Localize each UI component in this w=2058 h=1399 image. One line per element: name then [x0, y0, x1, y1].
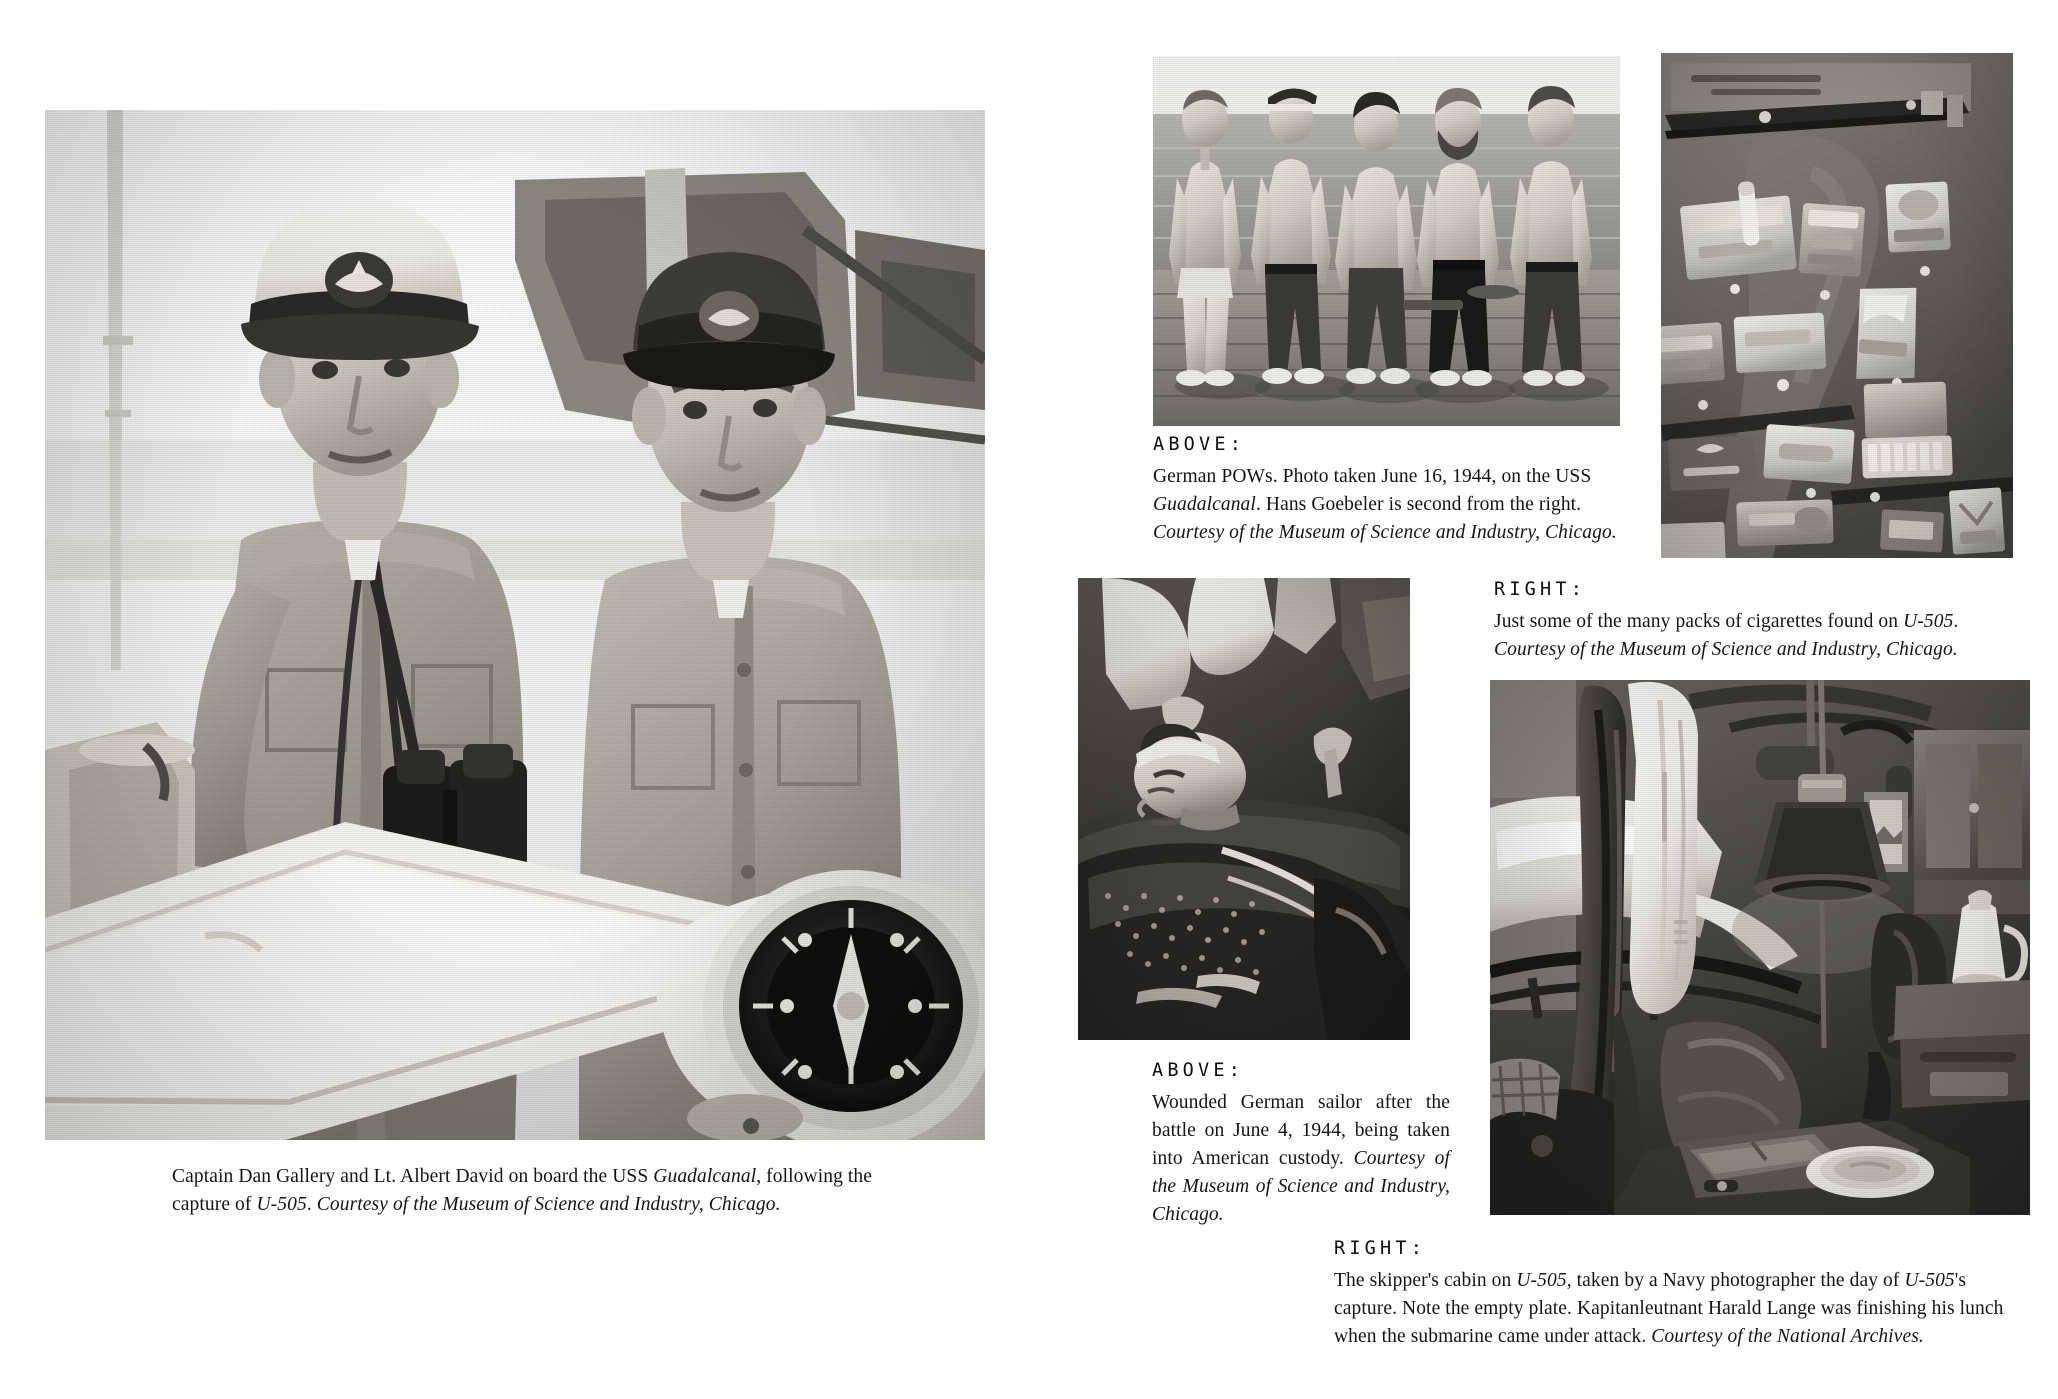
- pows-photo-art: [1153, 56, 1620, 426]
- caption-wounded-sailor: [1152, 1058, 1450, 1229]
- caption-source-wounded: Courtesy of the Museum of Science and Industry, Chicago.: [1152, 1148, 1450, 1225]
- caption-text-pows-1: German POWs. Photo taken June 16, 1944, on the USS: [1153, 466, 1592, 488]
- photo-wounded-german-sailor: [1078, 578, 1410, 1040]
- caption-source-cigarettes: Courtesy of the Museum of Science and Industry, Chicago.: [1494, 639, 1958, 661]
- caption-source-officers: Courtesy of the Museum of Science and Industry, Chicago.: [316, 1193, 781, 1215]
- caption-text-cabin-3: 's capture. Note the empty plate. Kapitanleutnant Harald Lange was finishing his lunch when the submarine came under attack.: [1334, 1270, 2004, 1348]
- caption-lead-above-wounded: ABOVE:: [1152, 1060, 1245, 1081]
- photo-captain-gallery-and-lt-david: [45, 110, 985, 1140]
- caption-text-cabin-2: , taken by a Navy photographer the day of: [1566, 1270, 1905, 1292]
- wounded-sailor-photo-art: [1078, 578, 1410, 1040]
- caption-text-wounded-1: Wounded German sailor after the battle on June 4, 1944, being taken into American custody.: [1152, 1092, 1450, 1170]
- caption-body-wounded: [1152, 1089, 1450, 1228]
- caption-text-officers-1: Captain Dan Gallery and Lt. Albert David on board the USS: [172, 1166, 654, 1187]
- caption-italic-u505: U-505: [256, 1193, 307, 1215]
- caption-captain-gallery: [172, 1163, 894, 1219]
- caption-lead-right-cabin: RIGHT:: [1334, 1238, 1427, 1259]
- caption-skipper-cabin: [1334, 1236, 2034, 1351]
- caption-source-pows: Courtesy of the Museum of Science and Industry, Chicago.: [1153, 522, 1617, 544]
- caption-cigarette-packs: [1494, 577, 2034, 664]
- caption-text-cigarettes-1: Just some of the many packs of cigarettes found on: [1494, 611, 1904, 633]
- cigarettes-photo-art: [1661, 53, 2013, 558]
- officers-photo-art: [45, 110, 985, 1140]
- caption-italic-u505-cabin-2: U-505: [1904, 1270, 1955, 1292]
- caption-german-pows: [1153, 432, 1623, 547]
- caption-source-cabin: Courtesy of the National Archives.: [1651, 1326, 1924, 1348]
- caption-italic-u505-cabin-1: U-505: [1516, 1270, 1567, 1292]
- caption-text-cabin-1: The skipper's cabin on: [1334, 1270, 1517, 1292]
- caption-italic-guadalcanal: Guadalcanal: [653, 1166, 757, 1187]
- caption-text-pows-2: . Hans Goebeler is second from the right.: [1255, 494, 1582, 516]
- caption-lead-above-pows: ABOVE:: [1153, 434, 1246, 455]
- caption-text-officers-2: , following the capture of: [172, 1166, 873, 1215]
- cabin-photo-art: [1490, 680, 2030, 1215]
- caption-text-officers-3: .: [306, 1193, 317, 1215]
- photo-skipper-cabin: [1490, 680, 2030, 1215]
- caption-lead-right-cigarettes: RIGHT:: [1494, 579, 1587, 600]
- caption-italic-guadalcanal-pows: Guadalcanal: [1153, 494, 1256, 516]
- photo-german-pows: [1153, 56, 1620, 426]
- caption-text-cigarettes-2: .: [1953, 611, 1959, 633]
- caption-italic-u505-cigarettes: U-505: [1903, 611, 1954, 633]
- photo-cigarette-packs: [1661, 53, 2013, 558]
